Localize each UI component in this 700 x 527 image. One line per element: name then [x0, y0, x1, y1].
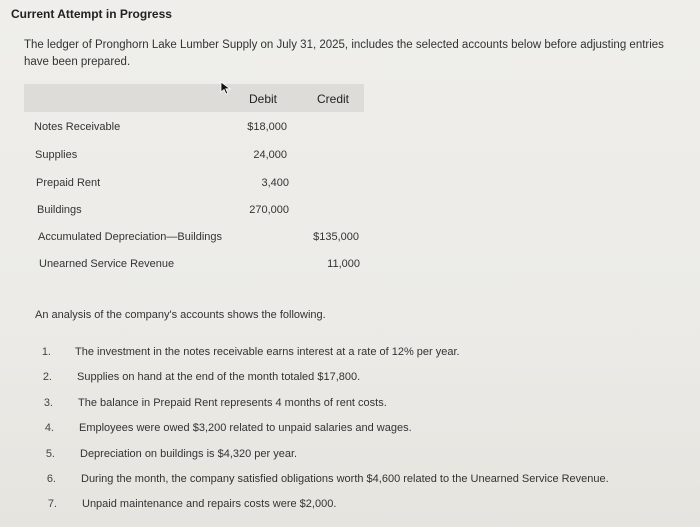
item-number: 6.: [46, 473, 56, 485]
analysis-item: During the month, the company satisfied obligations worth $4,600 related to the Unearned Service Revenue.: [81, 473, 609, 485]
analysis-item: Depreciation on buildings is $4,320 per year.: [80, 448, 298, 460]
table-header-bar: [24, 84, 364, 112]
analysis-item: Supplies on hand at the end of the month totaled $17,800.: [77, 371, 361, 383]
account-label: Supplies: [35, 149, 78, 161]
analysis-intro: An analysis of the company's accounts shows the following.: [35, 309, 326, 321]
item-number: 1.: [41, 346, 51, 358]
account-label: Buildings: [37, 204, 82, 216]
item-number: 7.: [47, 498, 57, 510]
analysis-item: Unpaid maintenance and repairs costs were $2,000.: [82, 498, 337, 510]
credit-value: $135,000: [313, 231, 359, 243]
page-title: Current Attempt in Progress: [11, 7, 172, 21]
account-label: Prepaid Rent: [36, 177, 101, 189]
problem-intro: The ledger of Pronghorn Lake Lumber Supply on July 31, 2025, includes the selected accounts below before adjusting entries have been prepared.: [24, 39, 664, 68]
credit-column-header: Credit: [317, 92, 350, 106]
account-label: Notes Receivable: [34, 121, 121, 133]
debit-value: 24,000: [253, 149, 287, 161]
analysis-item: The investment in the notes receivable earns interest at a rate of 12% per year.: [75, 346, 460, 358]
item-number: 3.: [43, 397, 53, 409]
account-label: Unearned Service Revenue: [39, 258, 175, 270]
credit-value: 11,000: [327, 258, 360, 270]
debit-value: 3,400: [261, 177, 289, 189]
item-number: 5.: [45, 448, 55, 460]
item-number: 4.: [44, 422, 54, 434]
debit-value: $18,000: [247, 121, 287, 133]
account-label: Accumulated Depreciation—Buildings: [38, 231, 223, 243]
debit-column-header: Debit: [249, 92, 278, 106]
analysis-item: Employees were owed $3,200 related to unpaid salaries and wages.: [79, 422, 412, 434]
debit-value: 270,000: [249, 204, 289, 216]
mouse-cursor-icon: [220, 81, 232, 95]
item-number: 2.: [42, 371, 52, 383]
analysis-item: The balance in Prepaid Rent represents 4 months of rent costs.: [78, 397, 387, 409]
